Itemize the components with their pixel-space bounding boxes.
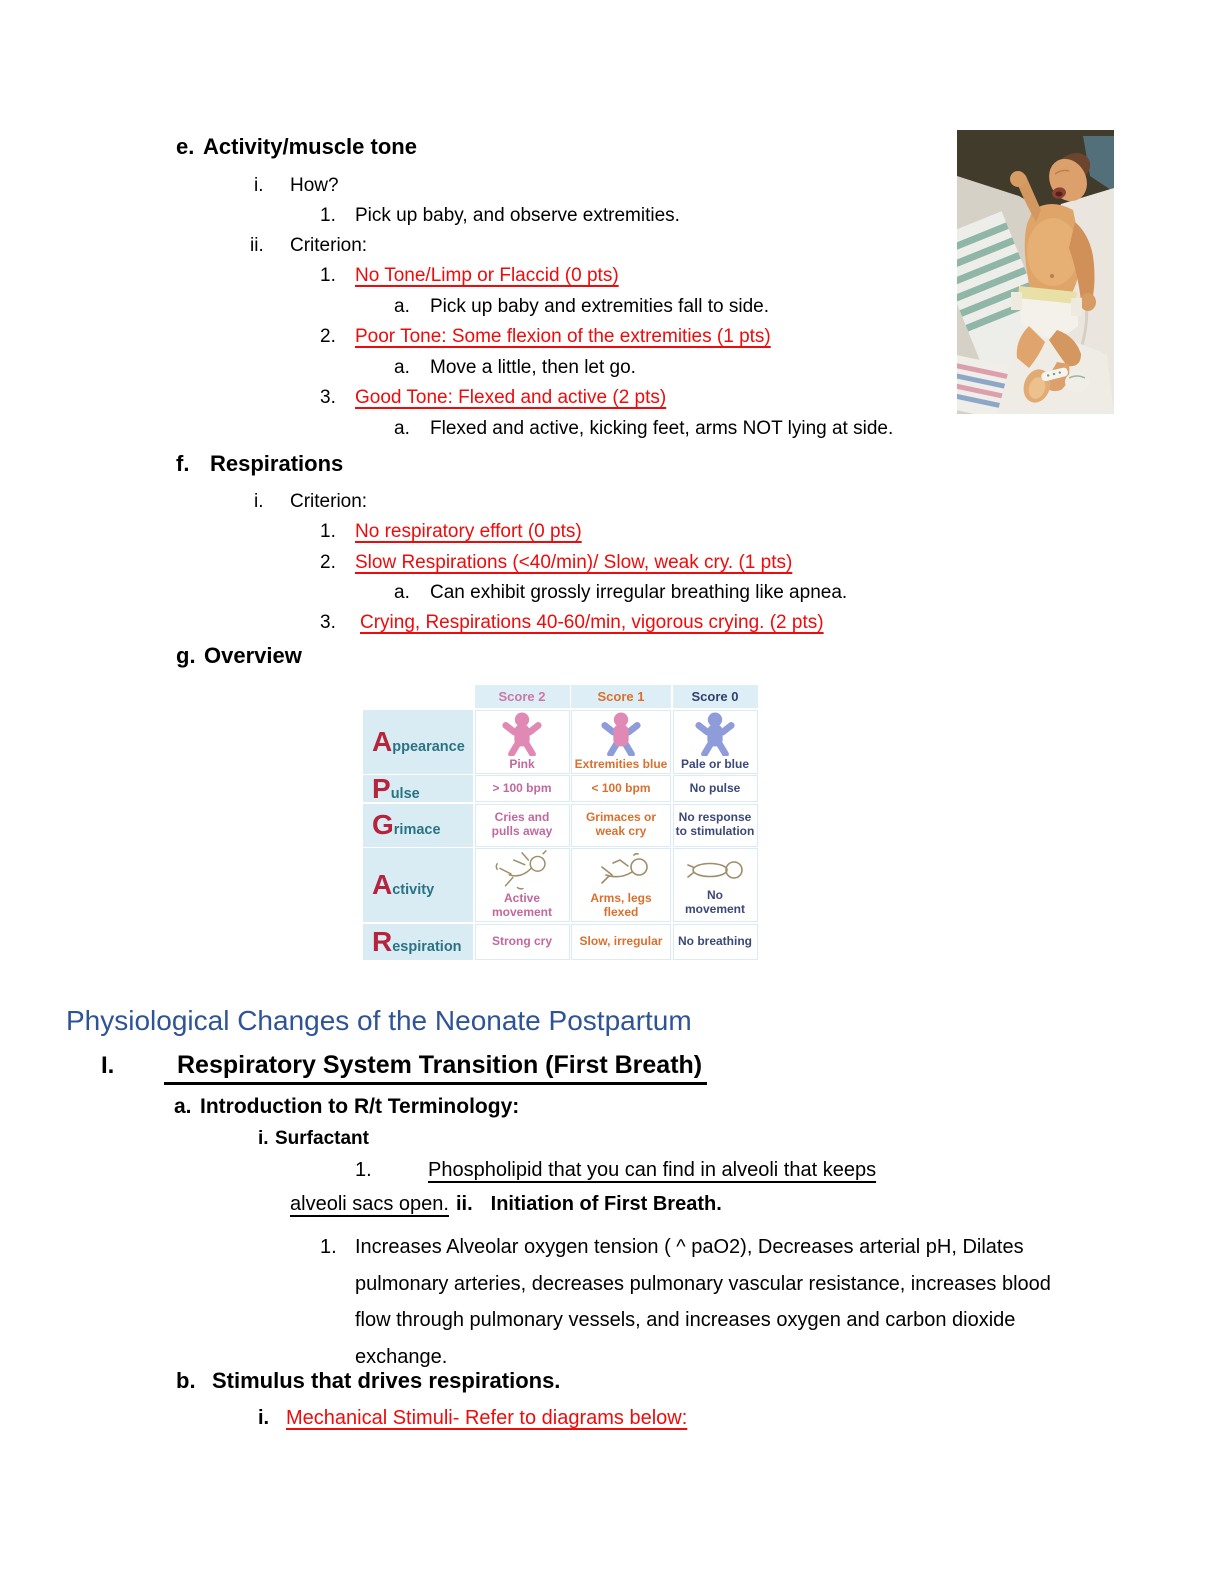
heading-text: Initiation of First Breath. <box>490 1193 722 1215</box>
item-good-tone <box>320 386 666 409</box>
item-text: Pick up baby and extremities fall to side. <box>430 296 770 317</box>
apgar-cell-respiration-score1 <box>571 924 671 960</box>
apgar-cell-appearance-score2 <box>475 710 570 774</box>
heading-text: Activity/muscle tone <box>203 134 417 159</box>
heading-text: Stimulus that drives respirations. <box>212 1368 561 1393</box>
list-marker: a. <box>394 296 410 317</box>
list-marker: a. <box>394 418 410 439</box>
item-poor-tone <box>320 325 771 348</box>
list-marker: a. <box>394 357 410 378</box>
heading-text: Introduction to R/t Terminology: <box>200 1095 520 1118</box>
apgar-cell-grimace-score1 <box>571 804 671 847</box>
para-first-breath-line4: exchange. <box>355 1346 448 1368</box>
item-text: Criterion: <box>290 235 368 256</box>
item-text: alveoli sacs open. <box>290 1193 449 1215</box>
item-slow-respirations <box>320 551 792 574</box>
item-text: Pick up baby, and observe extremities. <box>355 205 680 226</box>
list-marker: I. <box>101 1052 115 1079</box>
apgar-cell-respiration-score0 <box>673 924 758 960</box>
baby-flexed-sketch-icon <box>591 850 651 890</box>
link-no-respiratory-effort[interactable]: No respiratory effort (0 pts) <box>355 521 582 542</box>
link-poor-tone[interactable]: Poor Tone: Some flexion of the extremities (1 pts) <box>355 326 771 347</box>
item-phospholipid <box>355 1158 876 1182</box>
list-marker: g. <box>176 643 196 668</box>
list-marker: 2. <box>320 552 336 573</box>
heading-respiratory-transition <box>101 1050 707 1081</box>
item-fall-to-side <box>394 295 769 318</box>
heading-text: Respiratory System Transition (First Breath) <box>164 1051 707 1085</box>
apgar-cell-appearance-score1 <box>571 710 671 774</box>
heading-activity-muscle-tone <box>176 134 417 161</box>
item-flexed-active <box>394 417 893 440</box>
item-text: Surfactant <box>275 1128 369 1149</box>
apgar-cell-respiration-score2 <box>475 924 570 960</box>
apgar-cell-text: No movement <box>684 888 746 916</box>
baby-pale-blue-icon <box>693 712 737 756</box>
apgar-cell-activity-score1 <box>571 848 671 922</box>
newborn-crying-photo <box>957 130 1114 414</box>
apgar-cell-text: Pale or blue <box>680 756 750 771</box>
apgar-cell-text: Cries and pulls away <box>491 810 553 838</box>
apgar-table <box>363 685 758 960</box>
heading-intro-terminology <box>174 1094 519 1120</box>
apgar-cell-text: No response to stimulation <box>675 810 755 838</box>
link-no-tone[interactable]: No Tone/Limp or Flaccid (0 pts) <box>355 265 619 286</box>
list-marker: e. <box>176 134 195 159</box>
list-marker: 1. <box>320 265 336 286</box>
apgar-corner-cell <box>363 685 473 708</box>
item-move-a-little <box>394 356 636 379</box>
baby-active-sketch-icon <box>491 850 553 890</box>
list-marker: ii. <box>455 1193 473 1215</box>
heading-physiological-changes: Physiological Changes of the Neonate Postpartum <box>66 1005 692 1036</box>
item-text: Criterion: <box>290 491 368 512</box>
heading-text: Respirations <box>210 451 344 476</box>
apgar-cell-text: < 100 bpm <box>591 780 651 795</box>
baby-extremities-blue-icon <box>599 712 643 756</box>
list-marker: 1. <box>320 521 336 542</box>
apgar-cell-pulse-score1 <box>571 775 671 802</box>
apgar-cell-text: Slow, irregular <box>579 933 663 948</box>
apgar-label: Pulse <box>372 772 420 804</box>
apgar-cell-text: No breathing <box>678 933 752 948</box>
apgar-label: Appearance <box>372 725 465 757</box>
item-criterion-respirations <box>254 490 367 513</box>
item-text: How? <box>290 175 339 196</box>
item-no-respiratory-effort <box>320 520 582 543</box>
apgar-cell-text: > 100 bpm <box>492 780 552 795</box>
list-marker: a. <box>394 582 410 603</box>
apgar-cell-text: Active movement <box>491 891 553 920</box>
list-marker: i. <box>258 1407 270 1429</box>
apgar-label: Respiration <box>372 925 462 957</box>
list-marker-first-breath: 1. <box>320 1236 337 1258</box>
apgar-label: Grimace <box>372 809 441 840</box>
list-marker: i. <box>258 1128 269 1149</box>
link-good-tone[interactable]: Good Tone: Flexed and active (2 pts) <box>355 387 667 408</box>
apgar-row-label-grimace <box>363 804 473 847</box>
list-marker: 3. <box>320 612 336 633</box>
link-slow-respirations[interactable]: Slow Respirations (<40/min)/ Slow, weak cry. (1 pts) <box>355 552 793 573</box>
item-criterion-activity <box>250 234 367 257</box>
item-apnea <box>394 581 847 604</box>
apgar-header-score2: Score 2 <box>475 685 570 708</box>
apgar-cell-grimace-score2 <box>475 804 570 847</box>
list-marker: ii. <box>250 235 264 256</box>
item-text: Phospholipid that you can find in alveoli that keeps <box>428 1159 877 1181</box>
list-marker: 3. <box>320 387 336 408</box>
apgar-cell-text: Arms, legs flexed <box>590 891 652 919</box>
heading-text: Overview <box>204 643 302 668</box>
apgar-cell-appearance-score0 <box>673 710 758 774</box>
apgar-cell-text: Pink <box>509 756 535 771</box>
item-pick-up-baby <box>320 204 680 227</box>
list-marker: a. <box>174 1095 192 1118</box>
baby-still-sketch-icon <box>684 853 746 887</box>
apgar-cell-activity-score0 <box>673 848 758 922</box>
heading-respirations <box>176 451 343 478</box>
link-mechanical-stimuli[interactable]: Mechanical Stimuli- Refer to diagrams below: <box>286 1407 688 1429</box>
apgar-label: Activity <box>372 869 435 900</box>
item-initiation-first-breath <box>290 1192 722 1216</box>
apgar-cell-text: Grimaces or weak cry <box>585 810 657 838</box>
item-text: Flexed and active, kicking feet, arms NOT lying at side. <box>430 418 894 439</box>
apgar-header-score0: Score 0 <box>673 685 758 708</box>
apgar-row-label-appearance <box>363 710 473 774</box>
apgar-cell-pulse-score2 <box>475 775 570 802</box>
apgar-cell-text: No pulse <box>689 780 741 795</box>
item-crying-respirations <box>320 611 824 634</box>
item-text: Move a little, then let go. <box>430 357 636 378</box>
apgar-header-score1: Score 1 <box>571 685 671 708</box>
para-first-breath-line3: flow through pulmonary vessels, and increases oxygen and carbon dioxide <box>355 1309 1016 1331</box>
apgar-cell-activity-score2 <box>475 848 570 922</box>
apgar-cell-grimace-score0 <box>673 804 758 847</box>
link-crying-respirations[interactable]: Crying, Respirations 40-60/min, vigorous crying. (2 pts) <box>360 612 824 633</box>
apgar-row-label-respiration <box>363 924 473 960</box>
item-mechanical-stimuli <box>258 1406 687 1430</box>
baby-pink-icon <box>500 712 544 756</box>
apgar-cell-text: Extremities blue <box>574 756 668 771</box>
apgar-row-label-activity <box>363 848 473 922</box>
apgar-row-label-pulse <box>363 772 473 804</box>
list-marker: i. <box>254 175 264 196</box>
apgar-cell-pulse-score0 <box>673 775 758 802</box>
item-surfactant <box>258 1127 369 1150</box>
item-no-tone <box>320 264 619 287</box>
heading-overview <box>176 643 302 670</box>
list-marker: 1. <box>355 1159 372 1181</box>
list-marker: i. <box>254 491 264 512</box>
list-marker: 2. <box>320 326 336 347</box>
para-first-breath-line1: Increases Alveolar oxygen tension ( ^ paO2), Decreases arterial pH, Dilates <box>355 1236 1024 1258</box>
heading-stimulus-respirations <box>176 1368 560 1395</box>
apgar-cell-text: Strong cry <box>491 933 552 948</box>
item-text: Can exhibit grossly irregular breathing like apnea. <box>430 582 848 603</box>
list-marker: b. <box>176 1368 196 1393</box>
list-marker: 1. <box>320 205 336 226</box>
list-marker: f. <box>176 451 190 476</box>
para-first-breath-line2: pulmonary arteries, decreases pulmonary vascular resistance, increases blood <box>355 1273 1051 1295</box>
item-how <box>254 174 339 197</box>
